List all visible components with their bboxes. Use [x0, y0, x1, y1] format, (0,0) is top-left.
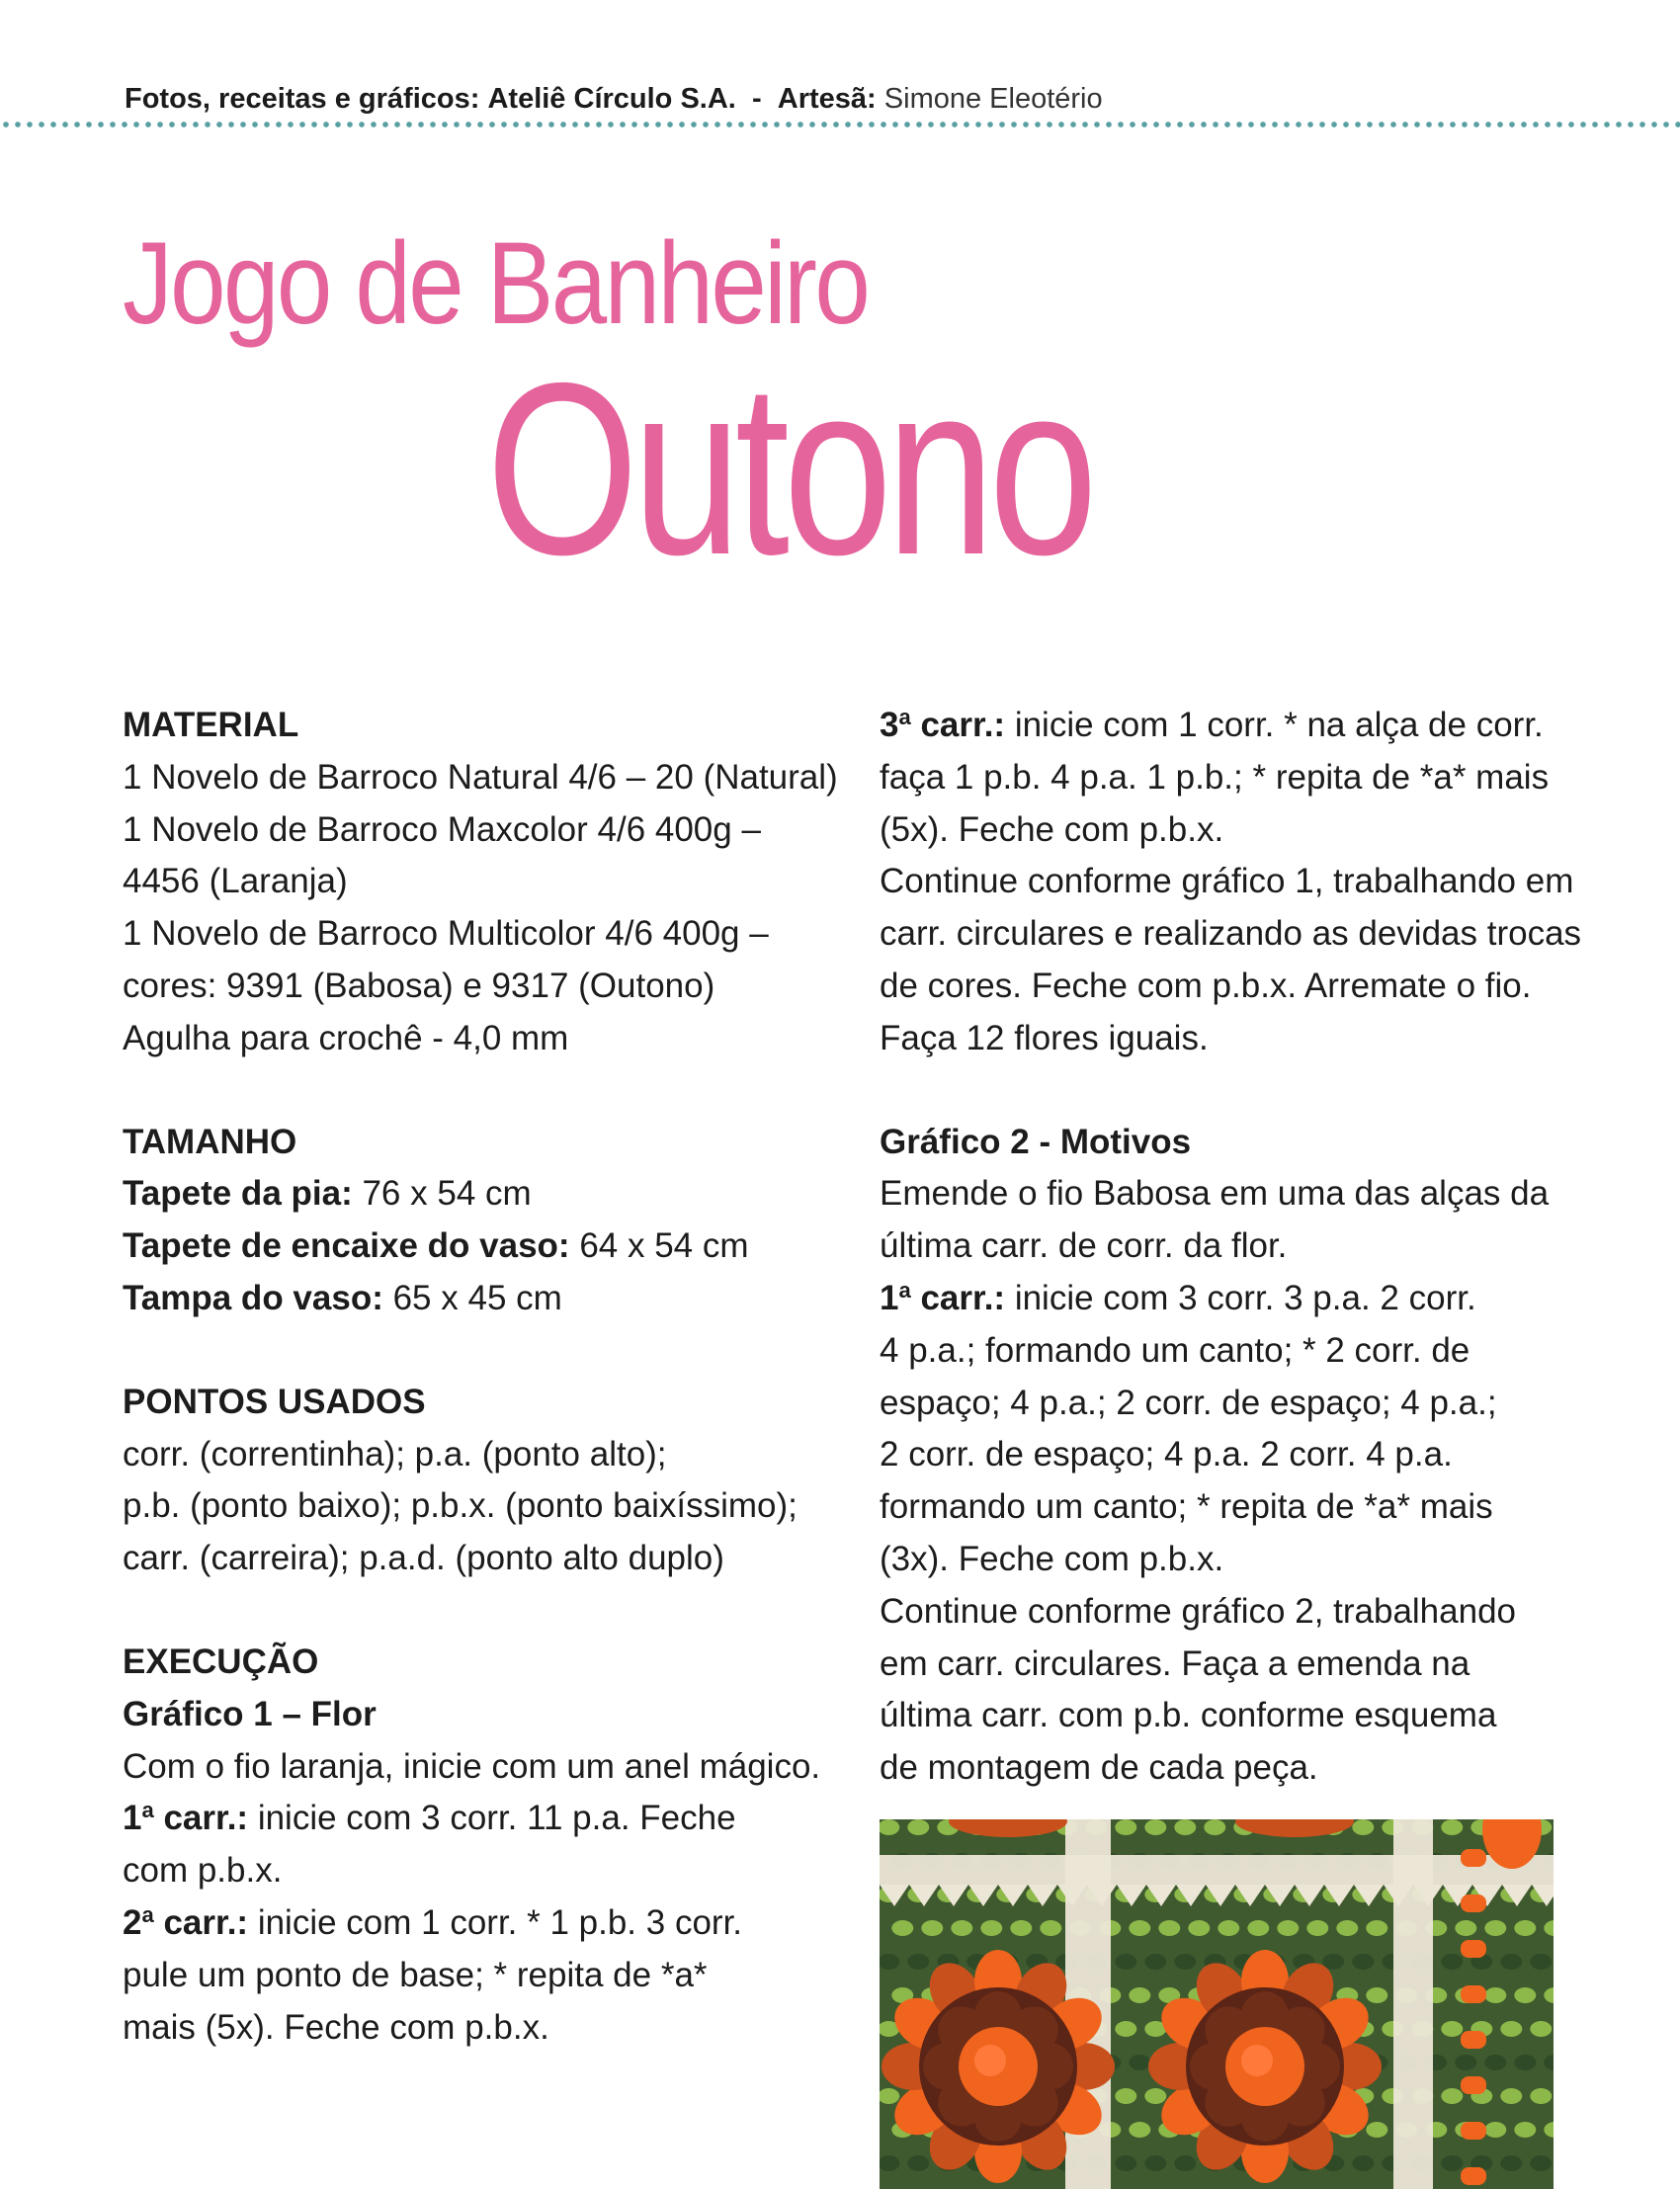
chart1-continue: Continue conforme gráfico 1, trabalhando em [880, 862, 1574, 901]
yarn-cluster [1500, 1954, 1522, 1970]
yarn-cluster [1322, 1954, 1344, 1970]
yarn-cluster [1115, 2155, 1136, 2171]
chart1-row1 [123, 1793, 814, 1845]
yarn-cluster [1530, 1954, 1552, 1970]
yarn-cluster [1277, 1920, 1299, 1936]
stitches-line: p.b. (ponto baixo); p.b.x. (ponto baixíssimo); [123, 1486, 798, 1526]
yarn-cluster [1441, 2155, 1463, 2171]
dotted-divider [0, 121, 1680, 128]
execution-heading: EXECUÇÃO [123, 1642, 319, 1681]
credits-company: Ateliê Círculo S.A. [487, 83, 736, 115]
yarn-cluster [980, 1920, 1002, 1936]
size-label: Tampa do vaso: [123, 1278, 383, 1317]
yarn-cluster [1500, 2155, 1522, 2171]
chart2-row1-cont: 2 corr. de espaço; 4 p.a. 2 corr. 4 p.a. [880, 1435, 1453, 1474]
chart1-row3 [880, 700, 1571, 752]
yarn-cluster [907, 2155, 929, 2171]
size-label: Tapete de encaixe do vaso: [123, 1226, 570, 1266]
flower-center-highlight [974, 2045, 1006, 2076]
yarn-cluster [1115, 1819, 1136, 1835]
material-line: 1 Novelo de Barroco Multicolor 4/6 400g – [123, 914, 769, 954]
orange-stitch [1461, 1849, 1486, 1867]
orange-stitch [1461, 2167, 1486, 2185]
yarn-cluster [1204, 1819, 1225, 1835]
yarn-cluster [1455, 2055, 1476, 2070]
size-item [123, 1221, 814, 1273]
yarn-cluster [1336, 1920, 1358, 1936]
yarn-cluster [1484, 2122, 1506, 2138]
flower-center-highlight [1241, 2045, 1273, 2076]
chart2-intro: Emende o fio Babosa em uma das alças da [880, 1174, 1550, 1214]
yarn-cluster [1115, 2021, 1136, 2037]
material-line: cores: 9391 (Babosa) e 9317 (Outono) [123, 966, 715, 1005]
yarn-cluster [1188, 1920, 1210, 1936]
artisan-label: Artesã: [777, 83, 877, 115]
yarn-cluster [1484, 1920, 1506, 1936]
chart1-row1-cont: com p.b.x. [123, 1851, 283, 1891]
title-line-1: Jogo de Banheiro [123, 218, 869, 349]
chart1-intro: Com o fio laranja, inicie com um anel mágico. [123, 1746, 821, 1786]
chart2-continue: última carr. com p.b. conforme esquema [880, 1696, 1497, 1735]
yarn-cluster [1514, 1987, 1536, 2003]
yarn-cluster [1514, 2122, 1536, 2138]
orange-stitch [1461, 1894, 1486, 1912]
orange-stitch [1461, 1940, 1486, 1958]
row-text: inicie com 3 corr. 11 p.a. Feche [257, 1799, 736, 1838]
yarn-cluster [1010, 1920, 1032, 1936]
cream-join-horizontal [880, 1855, 1554, 1885]
yarn-cluster [1500, 2021, 1522, 2037]
chart1-row2-cont: pule um ponto de base; * repita de *a* [123, 1955, 708, 1994]
chart1-continue: carr. circulares e realizando as devidas trocas [880, 914, 1582, 954]
yarn-cluster [1530, 2021, 1552, 2037]
right-column [880, 700, 1582, 1795]
chart2-row1 [880, 1273, 1571, 1325]
yarn-cluster [1158, 1920, 1180, 1936]
yarn-cluster [1441, 1819, 1463, 1835]
row-text: inicie com 1 corr. * 1 p.b. 3 corr. [257, 1902, 743, 1942]
yarn-cluster [907, 1819, 929, 1835]
chart1-heading: Gráfico 1 – Flor [123, 1694, 377, 1733]
yarn-cluster [1247, 1920, 1269, 1936]
orange-stitch [1461, 2031, 1486, 2049]
size-item [123, 1168, 814, 1221]
yarn-cluster [921, 1920, 943, 1936]
size-item [123, 1273, 814, 1325]
yarn-cluster [1352, 1819, 1374, 1835]
size-label: Tapete da pia: [123, 1174, 353, 1214]
chart2-intro: última carr. de corr. da flor. [880, 1226, 1288, 1266]
yarn-cluster [1352, 2155, 1374, 2171]
yarn-cluster [1218, 1920, 1239, 1936]
credits-line [125, 83, 1103, 116]
chart2-continue: em carr. circulares. Faça a emenda na [880, 1643, 1470, 1683]
yarn-cluster [1129, 1987, 1150, 2003]
yarn-cluster [1144, 2088, 1166, 2104]
size-value: 76 x 54 cm [362, 1174, 532, 1214]
chart2-row1-cont: formando um canto; * repita de *a* mais [880, 1487, 1493, 1527]
yarn-cluster [1441, 2021, 1463, 2037]
orange-stitch [1461, 2122, 1486, 2140]
yarn-cluster [1129, 1920, 1150, 1936]
material-line: Agulha para crochê - 4,0 mm [123, 1018, 569, 1057]
yarn-cluster [1174, 2155, 1196, 2171]
yarn-cluster [891, 1920, 913, 1936]
row-number: 1$^a$ carr.: [123, 1798, 249, 1838]
material-line: 1 Novelo de Barroco Maxcolor 4/6 400g – [123, 809, 761, 849]
yarn-cluster [1366, 1920, 1387, 1936]
yarn-cluster [1530, 2155, 1552, 2171]
yarn-cluster [1514, 2055, 1536, 2070]
yarn-cluster [1115, 2088, 1136, 2104]
yarn-cluster [1040, 1920, 1061, 1936]
chart1-row2 [123, 1897, 814, 1950]
yarn-cluster [1455, 1920, 1476, 1936]
yarn-cluster [1441, 2088, 1463, 2104]
crochet-photo-illustration [880, 1819, 1554, 2189]
left-column [123, 700, 838, 2054]
material-line: 1 Novelo de Barroco Natural 4/6 – 20 (Natural) [123, 757, 838, 797]
chart1-row3-cont: (5x). Feche com p.b.x. [880, 809, 1224, 849]
yarn-cluster [1306, 1920, 1328, 1936]
yarn-cluster [1484, 2055, 1506, 2070]
yarn-cluster [1484, 1987, 1506, 2003]
size-value: 65 x 45 cm [392, 1278, 562, 1317]
yarn-cluster [1174, 1954, 1196, 1970]
yarn-cluster [1366, 2122, 1387, 2138]
yarn-cluster [1174, 1819, 1196, 1835]
chart2-continue: de montagem de cada peça. [880, 1748, 1318, 1788]
size-heading: TAMANHO [123, 1122, 297, 1161]
yarn-cluster [1129, 2055, 1150, 2070]
yarn-cluster [1144, 2155, 1166, 2171]
yarn-cluster [907, 1954, 929, 1970]
credits-separator: - [751, 83, 762, 115]
row-text: inicie com 1 corr. * na alça de corr. [1014, 706, 1544, 744]
orange-stitch [1461, 1985, 1486, 2003]
yarn-cluster [1144, 1819, 1166, 1835]
chart2-heading: Gráfico 2 - Motivos [880, 1122, 1192, 1161]
orange-stitch [1461, 2076, 1486, 2094]
row-number: 1$^a$ carr.: [880, 1277, 1006, 1317]
crochet-photo [880, 1819, 1554, 2189]
chart1-row2-cont: mais (5x). Feche com p.b.x. [123, 2007, 549, 2047]
yarn-cluster [1514, 1920, 1536, 1936]
chart1-continue: Faça 12 flores iguais. [880, 1018, 1209, 1057]
row-number: 2$^a$ carr.: [123, 1901, 249, 1942]
yarn-cluster [951, 1920, 972, 1936]
artisan-name: Simone Eleotério [883, 83, 1103, 115]
size-value: 64 x 54 cm [579, 1226, 749, 1266]
yarn-cluster [1530, 2088, 1552, 2104]
stitches-line: carr. (carreira); p.a.d. (ponto alto duplo) [123, 1539, 724, 1578]
chart2-row1-cont: espaço; 4 p.a.; 2 corr. de espaço; 4 p.a.; [880, 1383, 1497, 1422]
chart2-row1-cont: 4 p.a.; formando um canto; * 2 corr. de [880, 1330, 1470, 1370]
chart1-row3-cont: faça 1 p.b. 4 p.a. 1 p.b.; * repita de *a* mais [880, 757, 1550, 797]
row-number: 3$^a$ carr.: [880, 705, 1006, 744]
yarn-cluster [1144, 1954, 1166, 1970]
row-text: inicie com 3 corr. 3 p.a. 2 corr. [1014, 1278, 1476, 1317]
chart2-continue: Continue conforme gráfico 2, trabalhando [880, 1591, 1517, 1631]
yarn-cluster [1500, 2088, 1522, 2104]
stitches-heading: PONTOS USADOS [123, 1382, 426, 1421]
material-heading: MATERIAL [123, 706, 299, 744]
chart1-continue: de cores. Feche com p.b.x. Arremate o fio. [880, 966, 1532, 1005]
credits-label: Fotos, receitas e gráficos: [125, 83, 480, 115]
yarn-cluster [1352, 1954, 1374, 1970]
yarn-cluster [1129, 2122, 1150, 2138]
yarn-cluster [1441, 1954, 1463, 1970]
chart2-row1-cont: (3x). Feche com p.b.x. [880, 1539, 1224, 1578]
yarn-cluster [1115, 1954, 1136, 1970]
stitches-line: corr. (correntinha); p.a. (ponto alto); [123, 1434, 667, 1473]
title-line-2: Outono [486, 331, 1092, 606]
yarn-cluster [1366, 1987, 1387, 2003]
material-line: 4456 (Laranja) [123, 862, 348, 901]
